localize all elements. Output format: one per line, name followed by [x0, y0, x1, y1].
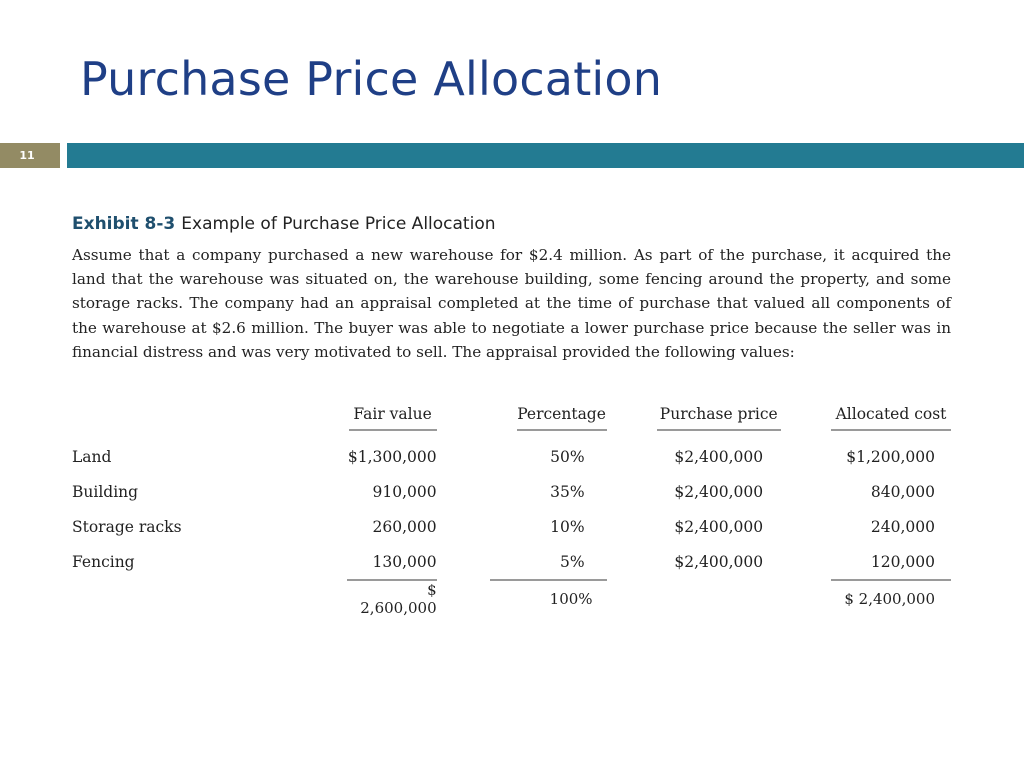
- cell-fair-value: 260,000: [372, 517, 437, 536]
- slide-title: Purchase Price Allocation: [80, 52, 663, 106]
- total-allocated-cost: $ 2,400,000: [844, 590, 935, 608]
- table-header-row: [72, 405, 951, 439]
- row-label: Storage racks: [72, 517, 182, 536]
- header-fair-value-text: Fair value: [349, 405, 437, 431]
- column-gap: [437, 474, 491, 509]
- header-percentage: [490, 405, 606, 439]
- table-row: [72, 474, 951, 509]
- total-purchase-price-spacer: [655, 580, 782, 617]
- column-gap: [437, 509, 491, 544]
- cell-allocated-cost: 840,000: [870, 482, 935, 501]
- total-percentage: 100%: [549, 590, 593, 608]
- exhibit-heading: [72, 214, 496, 234]
- row-label: Land: [72, 447, 112, 466]
- cell-percentage: 50%: [550, 447, 585, 466]
- header-purchase-price-text: Purchase price: [657, 405, 781, 431]
- column-gap: [437, 439, 491, 474]
- column-gap: [607, 474, 656, 509]
- row-label: Fencing: [72, 553, 135, 571]
- row-label: Building: [72, 482, 139, 501]
- column-gap: [782, 580, 831, 617]
- column-gap: [437, 580, 491, 617]
- column-gap: [782, 544, 831, 580]
- cell-percentage: 35%: [550, 482, 585, 501]
- total-fair-value: $ 2,600,000: [360, 581, 437, 617]
- header-percentage-text: Percentage: [517, 405, 607, 431]
- column-gap: [782, 474, 831, 509]
- cell-fair-value: $1,300,000: [347, 447, 437, 466]
- header-allocated-cost-text: Allocated cost: [831, 405, 951, 431]
- header-purchase-price: [655, 405, 782, 439]
- cell-purchase-price: $2,400,000: [674, 447, 764, 466]
- table-row: [72, 544, 951, 580]
- header-allocated-cost: [831, 405, 951, 439]
- cell-fair-value: 910,000: [372, 482, 437, 501]
- cell-percentage: 5%: [490, 544, 606, 580]
- column-gap: [607, 509, 656, 544]
- header-fair-value: [347, 405, 437, 439]
- column-gap: [782, 509, 831, 544]
- exhibit-title: Example of Purchase Price Allocation: [181, 214, 496, 234]
- column-gap: [607, 580, 656, 617]
- cell-purchase-price: $2,400,000: [674, 482, 764, 501]
- column-gap: [437, 544, 491, 580]
- column-gap: [782, 439, 831, 474]
- slide-number: 11: [0, 143, 60, 168]
- cell-allocated-cost: 240,000: [870, 517, 935, 536]
- title-divider-bar: [67, 143, 1024, 168]
- cell-allocated-cost: $1,200,000: [846, 447, 935, 466]
- header-label-spacer: [72, 405, 347, 439]
- column-gap: [607, 405, 656, 439]
- column-gap: [782, 405, 831, 439]
- totals-row: [72, 580, 951, 617]
- exhibit-label: Exhibit 8-3: [72, 214, 176, 234]
- column-gap: [607, 439, 656, 474]
- cell-percentage: 10%: [550, 517, 585, 536]
- table-row: [72, 509, 951, 544]
- allocation-table: [72, 405, 951, 617]
- cell-allocated-cost: 120,000: [831, 544, 951, 580]
- column-gap: [437, 405, 491, 439]
- cell-purchase-price: $2,400,000: [674, 553, 764, 571]
- table-row: [72, 439, 951, 474]
- column-gap: [607, 544, 656, 580]
- cell-purchase-price: $2,400,000: [674, 517, 764, 536]
- exhibit-body-text: Assume that a company purchased a new warehouse for $2.4 million. As part of the purchase, it acquired the land that the warehouse was situated on, the warehouse building, some fencing around the property, and some storage racks. The company had an appraisal completed at the time of purchase that valued all components of the warehouse at $2.6 million. The buyer was able to negotiate a lower purchase price because the seller was in financial distress and was very motivated to sell. The appraisal provided the following values:: [72, 246, 951, 361]
- cell-fair-value: 130,000: [347, 544, 437, 580]
- totals-label-spacer: [72, 580, 347, 617]
